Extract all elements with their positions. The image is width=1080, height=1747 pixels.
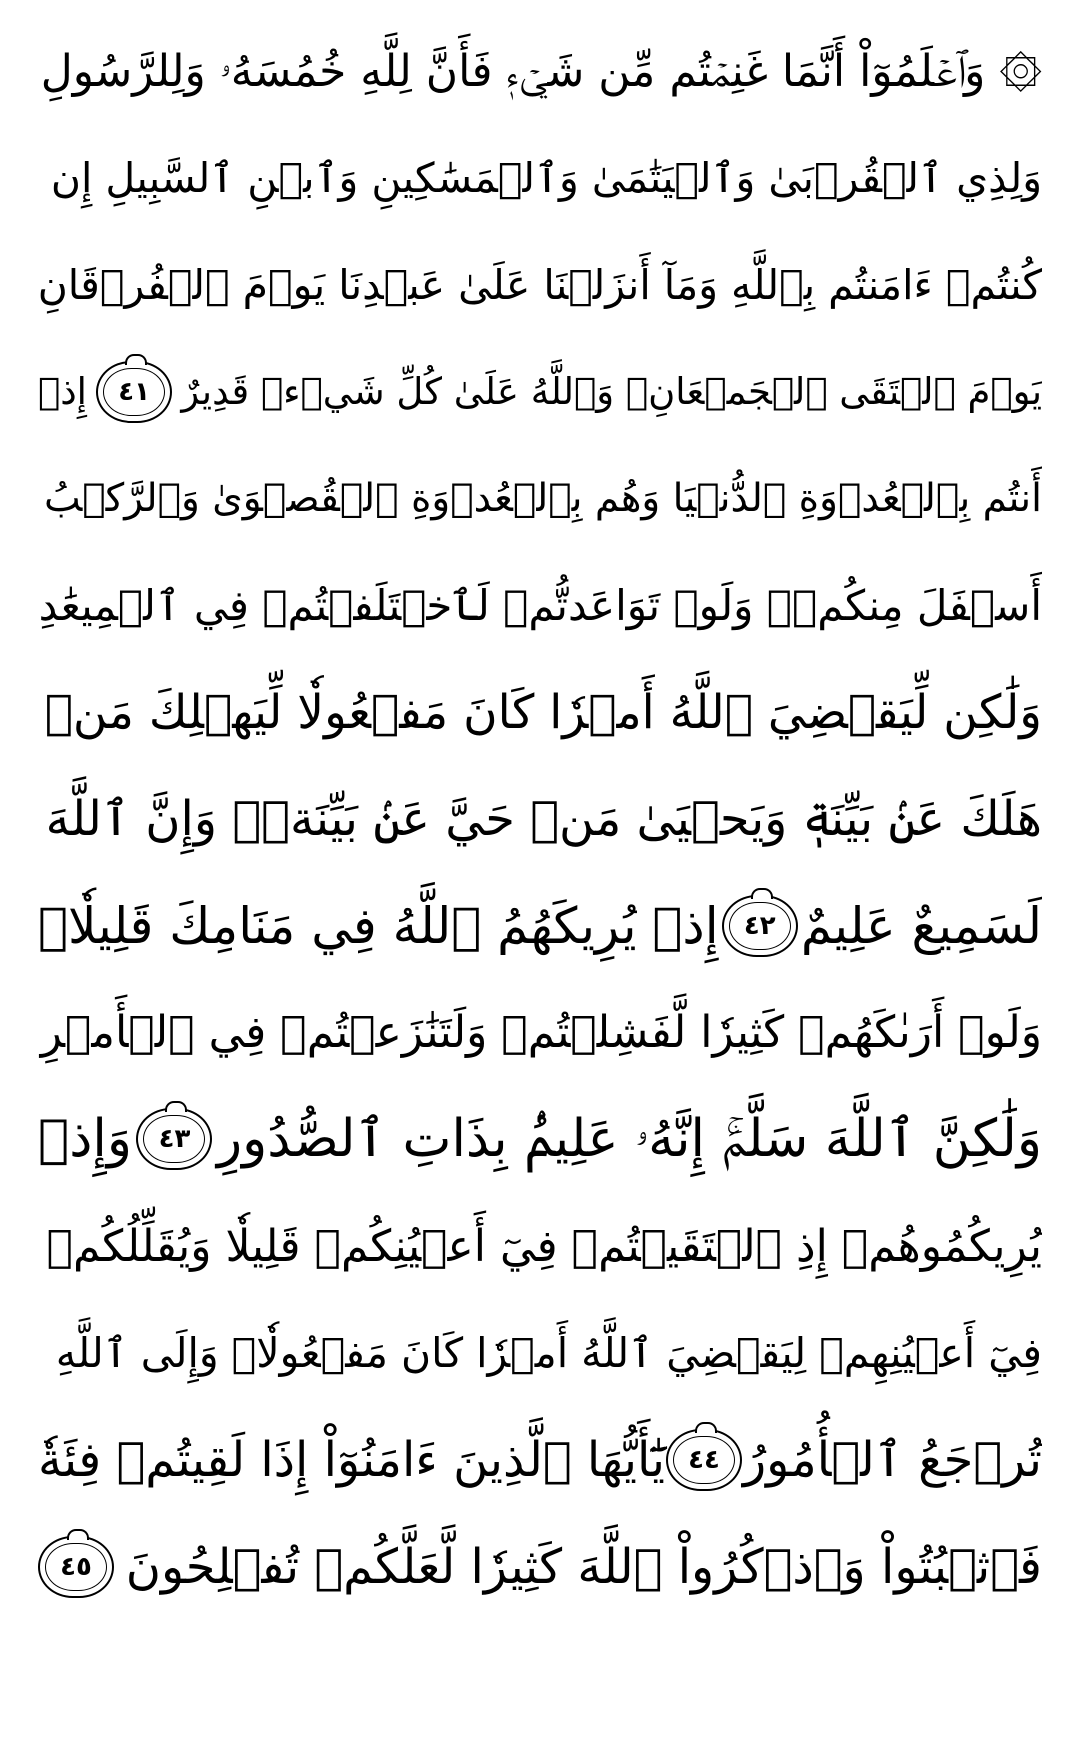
text-line [38, 659, 1042, 766]
text-line [38, 1300, 1042, 1407]
ayah-end-marker [666, 1429, 742, 1491]
verse-text: أَنتُم بِٱلۡعُدۡوَةِ ٱلدُّنۡيَا وَهُم بِٱلۡعُدۡوَةِ ٱلۡقُصۡوَىٰ وَٱلرَّكۡبُ [43, 476, 1042, 522]
ayah-number: ٤٤ [688, 1444, 720, 1475]
verse-text: يُرِيكُمُوهُمۡ إِذِ ٱلۡتَقَيۡتُمۡ فِيٓ أَعۡيُنِكُمۡ قَلِيلٗا وَيُقَلِّلُكُمۡ [46, 1220, 1042, 1272]
verse-text: فَٱثۡبُتُواْ وَٱذۡكُرُواْ ٱللَّهَ كَثِيرٗا لَّعَلَّكُمۡ تُفۡلِحُونَ [125, 1538, 1042, 1595]
text-line [38, 232, 1042, 339]
text-line [38, 979, 1042, 1086]
verse-text: إِذۡ يُرِيكَهُمُ ٱللَّهُ فِي مَنَامِكَ قَلِيلٗاۖ [38, 896, 719, 955]
verse-text: لَسَمِيعٌ عَلِيمٌ [800, 896, 1042, 955]
mushaf-page [38, 18, 1042, 1728]
text-line [38, 1406, 1042, 1513]
verse-text: إِذۡ [38, 370, 87, 414]
verse-text: هَلَكَ عَنۢ بَيِّنَةٖ وَيَحۡيَىٰ مَنۡ حَيَّ عَنۢ بَيِّنَةٖۗ وَإِنَّ ٱللَّهَ [45, 790, 1042, 847]
ayah-end-marker [96, 361, 172, 423]
text-line [38, 1513, 1042, 1620]
ayah-number: ٤١ [118, 376, 151, 407]
verse-text: وَلَٰكِنَّ ٱللَّهَ سَلَّمَۚ إِنَّهُۥ عَلِيمُۢ بِذَاتِ ٱلصُّدُورِ [217, 1108, 1042, 1169]
ayah-end-marker [38, 1536, 114, 1598]
verse-text: ۞ وَٱعۡلَمُوٓاْ أَنَّمَا غَنِمۡتُم مِّن شَيۡءٖ فَأَنَّ لِلَّهِ خُمُسَهُۥ وَلِلرَّسُولِ [40, 45, 1042, 97]
ayah-end-marker [722, 895, 798, 957]
verse-text: وَلَٰكِن لِّيَقۡضِيَ ٱللَّهُ أَمۡرٗا كَانَ مَفۡعُولٗا لِّيَهۡلِكَ مَنۡ [44, 684, 1042, 740]
text-line [38, 125, 1042, 232]
text-line [38, 1086, 1042, 1193]
text-line [38, 445, 1042, 552]
text-line [38, 872, 1042, 979]
verse-text: يَٰٓأَيُّهَا ٱلَّذِينَ ءَامَنُوٓاْ إِذَا لَقِيتُمۡ فِئَةٗ [38, 1431, 665, 1488]
verse-text: وَإِذۡ [38, 1109, 132, 1170]
verse-text: أَسۡفَلَ مِنكُمۡۚ وَلَوۡ تَوَاعَدتُّمۡ لَٱخۡتَلَفۡتُمۡ فِي ٱلۡمِيعَٰدِ [38, 580, 1042, 630]
verse-text: كُنتُمۡ ءَامَنتُم بِٱللَّهِ وَمَآ أَنزَلۡنَا عَلَىٰ عَبۡدِنَا يَوۡمَ ٱلۡفُرۡقَانِ [38, 260, 1042, 309]
verse-text: تُرۡجَعُ ٱلۡأُمُورُ [743, 1431, 1042, 1488]
text-line [38, 766, 1042, 873]
text-line [38, 1193, 1042, 1300]
verse-text: فِيٓ أَعۡيُنِهِمۡ لِيَقۡضِيَ ٱللَّهُ أَمۡرٗا كَانَ مَفۡعُولٗاۗ وَإِلَى ٱللَّهِ [55, 1328, 1042, 1377]
verse-text: يَوۡمَ ٱلۡتَقَى ٱلۡجَمۡعَانِۗ وَٱللَّهُ عَلَىٰ كُلِّ شَيۡءٖ قَدِيرٌ [181, 370, 1042, 414]
ayah-number: ٤٢ [743, 910, 776, 941]
ayah-number: ٤٣ [158, 1124, 191, 1155]
text-line [38, 18, 1042, 125]
verse-text: وَلَوۡ أَرَىٰكَهُمۡ كَثِيرٗا لَّفَشِلۡتُمۡ وَلَتَنَٰزَعۡتُمۡ فِي ٱلۡأَمۡرِ [40, 1007, 1042, 1059]
text-line [38, 552, 1042, 659]
text-line [38, 338, 1042, 445]
ayah-number: ٤٥ [60, 1551, 92, 1582]
ayah-end-marker [136, 1108, 212, 1170]
verse-text: وَلِذِي ٱلۡقُرۡبَىٰ وَٱلۡيَتَٰمَىٰ وَٱلۡمَسَٰكِينِ وَٱبۡنِ ٱلسَّبِيلِ إِن [50, 154, 1042, 203]
